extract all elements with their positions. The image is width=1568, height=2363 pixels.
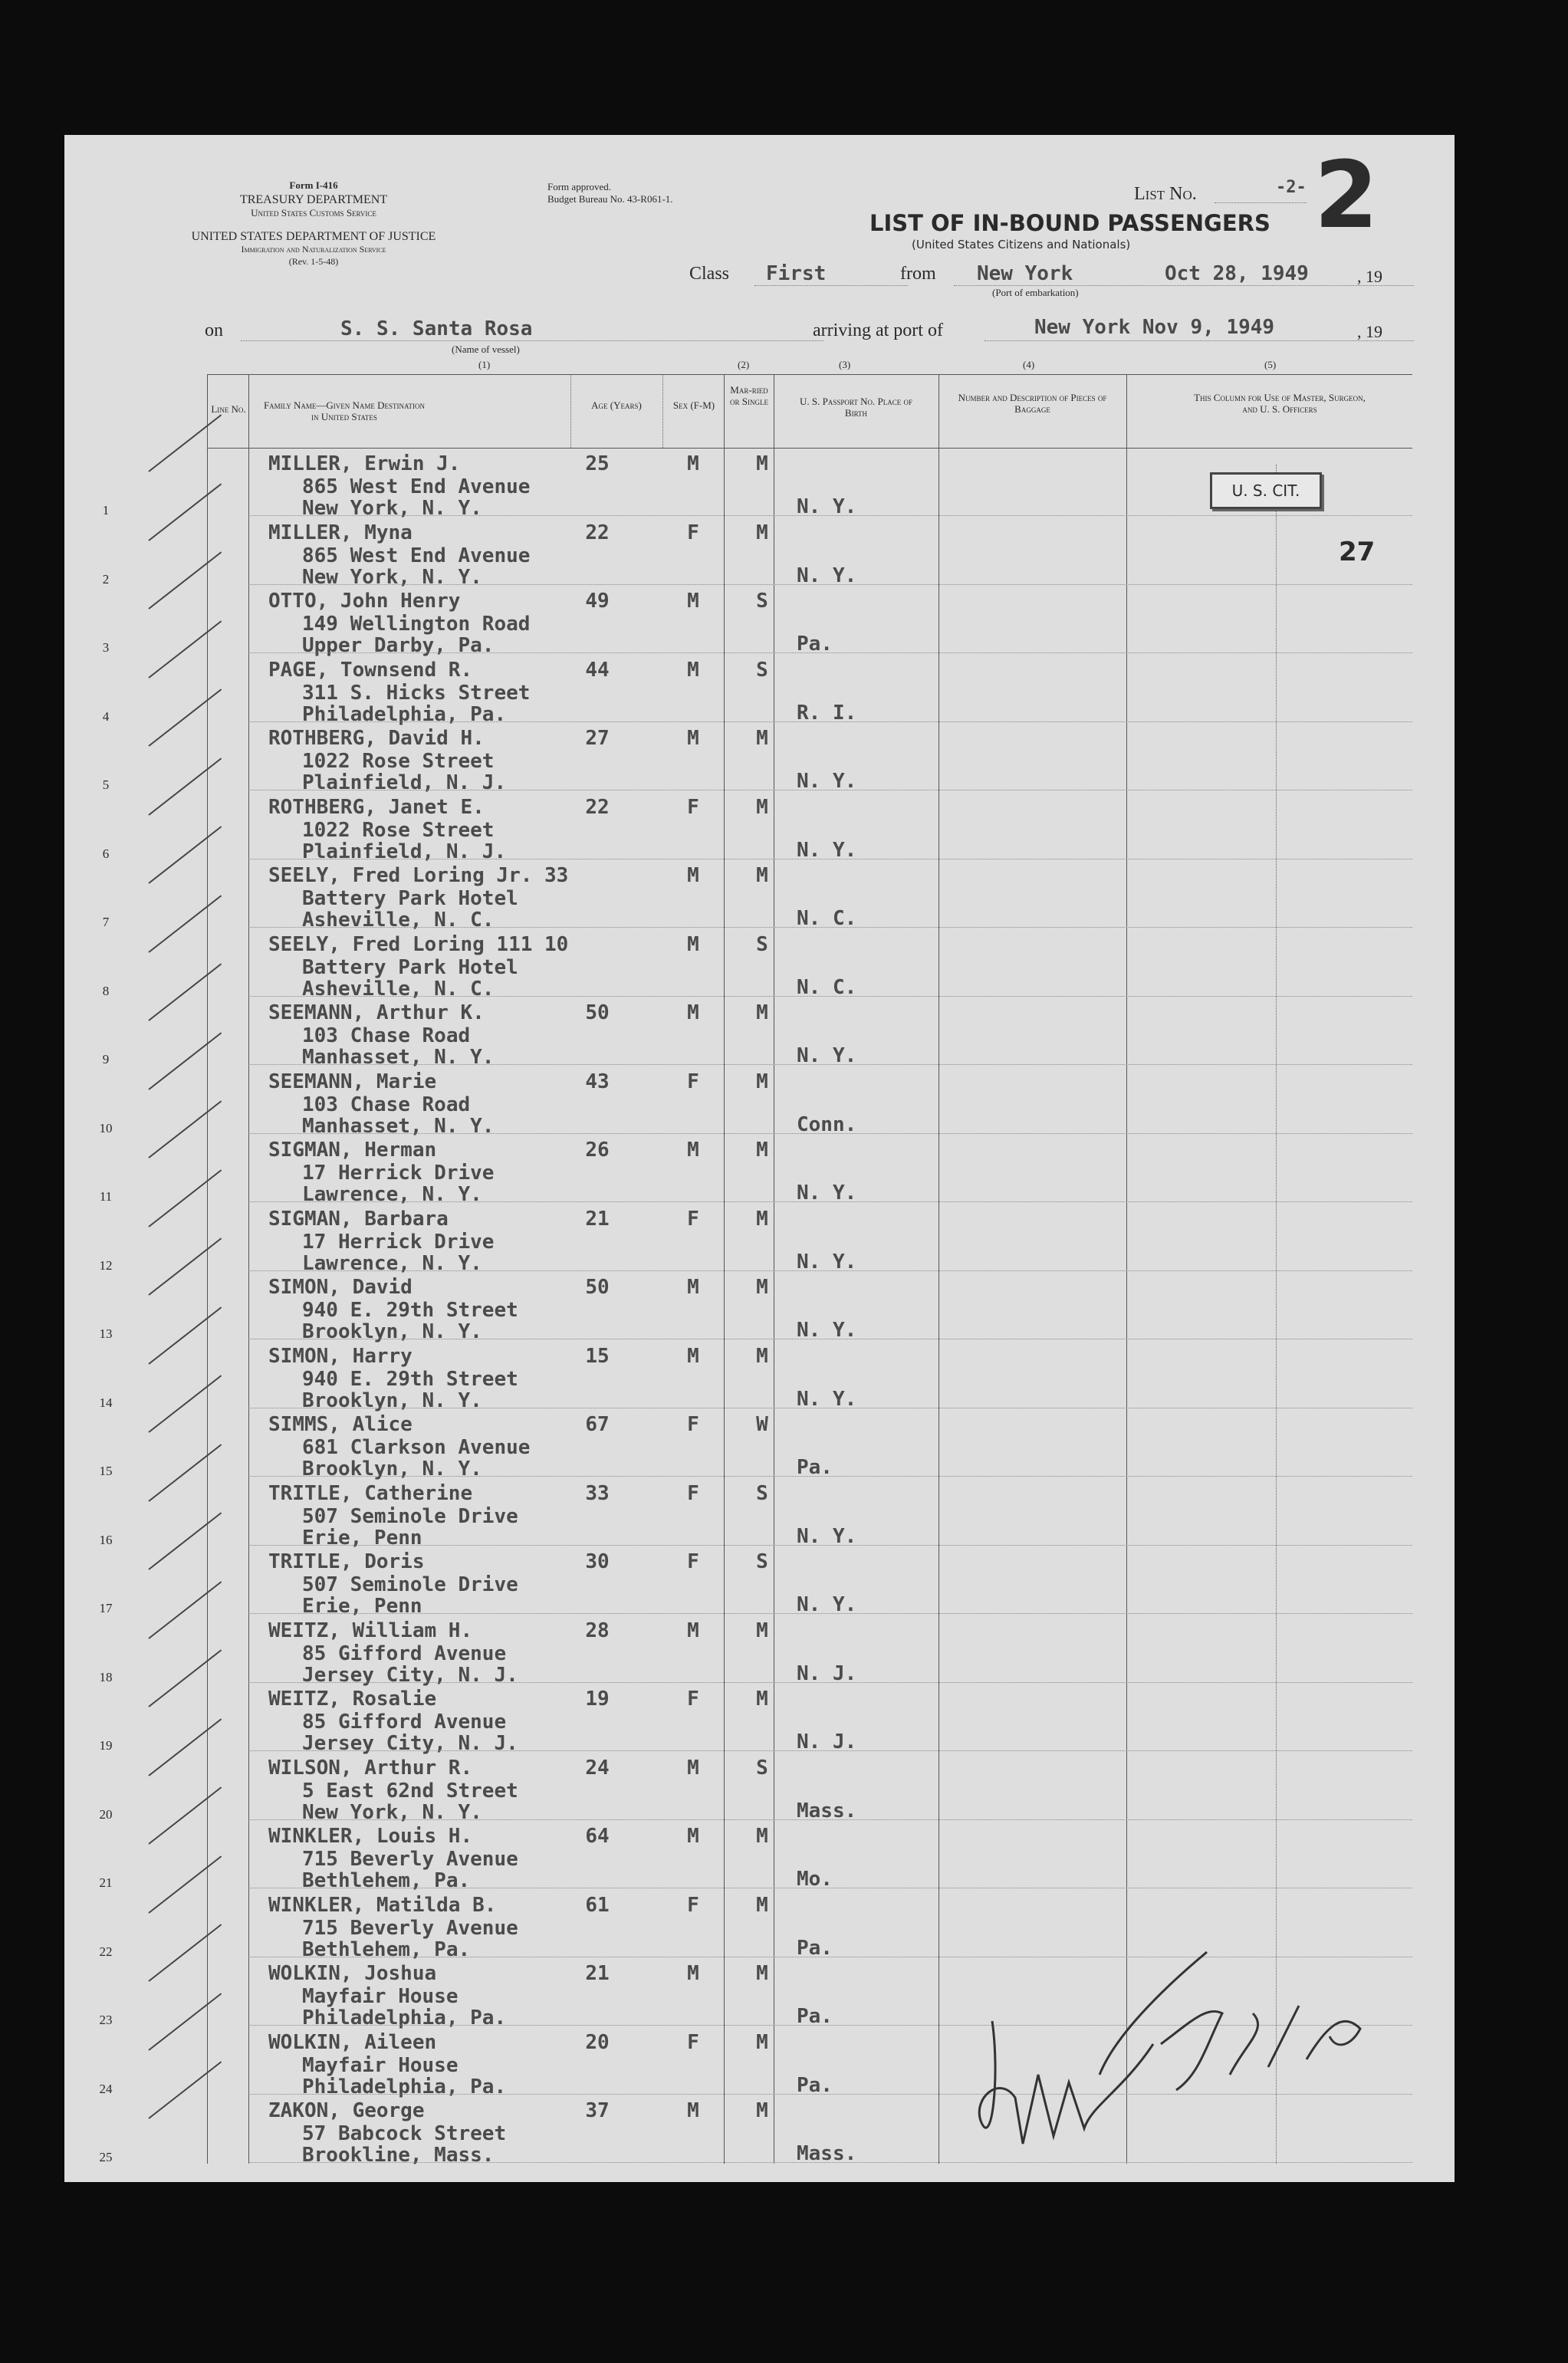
table-row bbox=[64, 859, 1455, 932]
line-number: 11 bbox=[99, 1189, 113, 1204]
check-mark bbox=[148, 414, 222, 472]
passenger-name: SEEMANN, Arthur K. bbox=[268, 1001, 485, 1024]
destination-city: Manhasset, N. Y. bbox=[302, 1114, 495, 1138]
passenger-age: 22 bbox=[585, 521, 610, 544]
table-row bbox=[64, 1820, 1455, 1892]
passenger-name: TRITLE, Doris bbox=[268, 1550, 425, 1573]
destination-address: 715 Beverly Avenue bbox=[302, 1848, 518, 1871]
destination-city: Manhasset, N. Y. bbox=[302, 1046, 495, 1069]
passenger-name: TRITLE, Catherine bbox=[268, 1481, 473, 1505]
justice-dept: UNITED STATES DEPARTMENT OF JUSTICE bbox=[191, 230, 436, 243]
passenger-name: MILLER, Erwin J. bbox=[268, 452, 461, 475]
header-age: Age (Years) bbox=[591, 399, 642, 411]
destination-address: Mayfair House bbox=[302, 2053, 459, 2077]
marital-status: M bbox=[756, 1893, 768, 1917]
passenger-name: SIGMAN, Barbara bbox=[268, 1207, 449, 1231]
form-revision: (Rev. 1-5-48) bbox=[288, 256, 339, 267]
passenger-sex: F bbox=[687, 795, 699, 819]
passenger-age: 26 bbox=[585, 1139, 610, 1162]
line-number: 21 bbox=[99, 1875, 113, 1890]
table-row bbox=[64, 1546, 1455, 1618]
place-of-birth: Mo. bbox=[797, 1868, 833, 1891]
destination-address: 149 Wellington Road bbox=[302, 613, 531, 636]
marital-status: M bbox=[756, 864, 768, 887]
list-number-stamp: 2 bbox=[1314, 143, 1379, 249]
destination-city: New York, N. Y. bbox=[302, 497, 482, 520]
line-number: 13 bbox=[99, 1326, 113, 1341]
destination-city: New York, N. Y. bbox=[302, 1800, 482, 1824]
passenger-sex: M bbox=[687, 658, 699, 682]
tally-annotation: 27 bbox=[1339, 537, 1376, 567]
passenger-sex: F bbox=[687, 1481, 699, 1505]
vessel-caption: (Name of vessel) bbox=[452, 343, 520, 355]
destination-city: Philadelphia, Pa. bbox=[302, 2075, 507, 2098]
line-number: 15 bbox=[99, 1464, 113, 1478]
line-number: 7 bbox=[102, 915, 110, 929]
customs-service: United States Customs Service bbox=[251, 207, 376, 219]
header-officers: This Column for Use of Master, Surgeon, and U. S. Officers bbox=[1194, 392, 1366, 415]
destination-address: 85 Gifford Avenue bbox=[302, 1711, 507, 1734]
passenger-sex: F bbox=[687, 2030, 699, 2054]
passenger-age: 61 bbox=[585, 1893, 610, 1917]
line-number: 19 bbox=[99, 1738, 113, 1753]
place-of-birth: N. Y. bbox=[797, 1524, 857, 1548]
list-number-label: List No. bbox=[1134, 184, 1197, 204]
passenger-sex: M bbox=[687, 1962, 699, 1985]
passenger-sex: M bbox=[687, 1276, 699, 1299]
marital-status: S bbox=[756, 658, 768, 682]
destination-address: 865 West End Avenue bbox=[302, 544, 531, 567]
marital-status: M bbox=[756, 1139, 768, 1162]
passenger-name: SEEMANN, Marie bbox=[268, 1070, 437, 1093]
citizenship-stamp: U. S. CIT. bbox=[1210, 472, 1322, 509]
passenger-sex: M bbox=[687, 1756, 699, 1780]
destination-address: 85 Gifford Avenue bbox=[302, 1642, 507, 1665]
destination-address: 311 S. Hicks Street bbox=[302, 681, 531, 705]
destination-city: Lawrence, N. Y. bbox=[302, 1251, 482, 1275]
document-title: LIST OF IN-BOUND PASSENGERS bbox=[869, 210, 1271, 236]
passenger-age: 33 bbox=[585, 1481, 610, 1505]
signature-text: Jm bbox=[1008, 1952, 1009, 1953]
header-sex: Sex (F-M) bbox=[672, 399, 715, 411]
passenger-sex: M bbox=[687, 1139, 699, 1162]
marital-status: M bbox=[756, 1344, 768, 1368]
destination-address: 103 Chase Road bbox=[302, 1024, 471, 1047]
destination-city: Plainfield, N. J. bbox=[302, 771, 507, 794]
line-number: 18 bbox=[99, 1669, 113, 1684]
marital-status: M bbox=[756, 2099, 768, 2122]
passenger-manifest-page bbox=[64, 135, 1455, 2182]
passenger-table bbox=[64, 448, 1455, 2167]
header-line-no: Line No. bbox=[211, 403, 246, 415]
destination-city: Brooklyn, N. Y. bbox=[302, 1389, 482, 1412]
marital-status: W bbox=[756, 1413, 768, 1436]
passenger-name: PAGE, Townsend R. bbox=[268, 658, 473, 682]
destination-city: Philadelphia, Pa. bbox=[302, 2006, 507, 2029]
col-num-5: (5) bbox=[1264, 359, 1277, 370]
passenger-name: ROTHBERG, Janet E. bbox=[268, 795, 485, 819]
col-num-3: (3) bbox=[839, 359, 851, 370]
destination-city: Philadelphia, Pa. bbox=[302, 702, 507, 726]
table-row bbox=[64, 448, 1455, 520]
destination-city: Bethlehem, Pa. bbox=[302, 1937, 471, 1961]
destination-city: Brooklyn, N. Y. bbox=[302, 1458, 482, 1481]
passenger-name: SIMON, David bbox=[268, 1276, 413, 1299]
passenger-name: SIGMAN, Herman bbox=[268, 1139, 437, 1162]
passenger-name: SIMON, Harry bbox=[268, 1344, 413, 1368]
marital-status: M bbox=[756, 1962, 768, 1985]
place-of-birth: Pa. bbox=[797, 2073, 833, 2097]
line-number: 8 bbox=[102, 983, 110, 998]
table-row bbox=[64, 1340, 1455, 1412]
table-row bbox=[64, 1203, 1455, 1275]
destination-address: Mayfair House bbox=[302, 1985, 459, 2008]
marital-status: M bbox=[756, 1619, 768, 1642]
header-name-destination: Family Name—Given Name Destination in United States bbox=[263, 399, 426, 422]
passenger-age: 44 bbox=[585, 658, 610, 682]
header-married: Mar-ried or Single bbox=[730, 384, 768, 407]
table-row bbox=[64, 1408, 1455, 1481]
passenger-name: WINKLER, Matilda B. bbox=[268, 1893, 497, 1917]
line-number: 1 bbox=[102, 503, 110, 518]
passenger-name: SIMMS, Alice bbox=[268, 1413, 413, 1436]
passenger-name: ROTHBERG, David H. bbox=[268, 727, 485, 750]
place-of-birth: N. J. bbox=[797, 1661, 857, 1685]
form-approved: Form approved. bbox=[547, 181, 612, 192]
line-number: 17 bbox=[99, 1601, 113, 1615]
passenger-sex: F bbox=[687, 1688, 699, 1711]
document-subtitle: (United States Citizens and Nationals) bbox=[912, 238, 1131, 251]
destination-city: Jersey City, N. J. bbox=[302, 1663, 518, 1687]
line-number: 22 bbox=[99, 1944, 113, 1959]
destination-city: Plainfield, N. J. bbox=[302, 840, 507, 863]
budget-bureau: Budget Bureau No. 43-R061-1. bbox=[547, 193, 673, 205]
class-value: First bbox=[766, 262, 827, 285]
destination-address: Battery Park Hotel bbox=[302, 955, 518, 979]
line-number: 20 bbox=[99, 1806, 113, 1822]
marital-status: S bbox=[756, 1481, 768, 1505]
destination-address: 507 Seminole Drive bbox=[302, 1573, 518, 1596]
passenger-age: 49 bbox=[585, 590, 610, 613]
marital-status: M bbox=[756, 1001, 768, 1024]
passenger-sex: M bbox=[687, 590, 699, 613]
destination-address: 681 Clarkson Avenue bbox=[302, 1436, 531, 1459]
passenger-sex: F bbox=[687, 1070, 699, 1093]
destination-address: 507 Seminole Drive bbox=[302, 1504, 518, 1528]
passenger-age: 30 bbox=[585, 1550, 610, 1573]
col-num-1: (1) bbox=[478, 359, 491, 370]
passenger-age: 50 bbox=[585, 1001, 610, 1024]
place-of-birth: Pa. bbox=[797, 1936, 833, 1960]
destination-city: Erie, Penn bbox=[302, 1595, 422, 1618]
destination-address: 5 East 62nd Street bbox=[302, 1779, 518, 1803]
destination-address: 57 Babcock Street bbox=[302, 2122, 507, 2145]
destination-address: 1022 Rose Street bbox=[302, 818, 495, 842]
table-row bbox=[64, 722, 1455, 794]
passenger-sex: F bbox=[687, 1550, 699, 1573]
passenger-sex: F bbox=[687, 1893, 699, 1917]
destination-city: Upper Darby, Pa. bbox=[302, 634, 495, 657]
table-row bbox=[64, 1615, 1455, 1687]
marital-status: M bbox=[756, 1825, 768, 1848]
marital-status: M bbox=[756, 452, 768, 475]
arrival-year-suffix: , 19 bbox=[1357, 322, 1382, 341]
destination-city: Asheville, N. C. bbox=[302, 909, 495, 932]
table-row bbox=[64, 654, 1455, 726]
col-num-4: (4) bbox=[1023, 359, 1035, 370]
passenger-age: 67 bbox=[585, 1413, 610, 1436]
place-of-birth: N. Y. bbox=[797, 1387, 857, 1411]
form-number: Form I-416 bbox=[289, 179, 338, 191]
destination-address: 940 E. 29th Street bbox=[302, 1299, 518, 1322]
line-number: 12 bbox=[99, 1257, 113, 1273]
table-row bbox=[64, 791, 1455, 863]
passenger-name: WINKLER, Louis H. bbox=[268, 1825, 473, 1848]
arriving-label: arriving at port of bbox=[813, 320, 943, 340]
marital-status: M bbox=[756, 1688, 768, 1711]
line-number: 10 bbox=[99, 1120, 113, 1135]
passenger-age: 28 bbox=[585, 1619, 610, 1642]
marital-status: S bbox=[756, 1550, 768, 1573]
destination-address: 715 Beverly Avenue bbox=[302, 1916, 518, 1940]
destination-address: 17 Herrick Drive bbox=[302, 1230, 495, 1254]
arrival-port-date: New York Nov 9, 1949 bbox=[1034, 316, 1275, 339]
passenger-age: 27 bbox=[585, 727, 610, 750]
table-row bbox=[64, 928, 1455, 1001]
passenger-age: 25 bbox=[585, 452, 610, 475]
destination-address: 103 Chase Road bbox=[302, 1093, 471, 1116]
marital-status: M bbox=[756, 727, 768, 750]
line-number: 2 bbox=[102, 571, 110, 587]
passenger-sex: M bbox=[687, 1619, 699, 1642]
place-of-birth: N. Y. bbox=[797, 495, 857, 518]
passenger-age: 21 bbox=[585, 1207, 610, 1231]
embarkation-date: Oct 28, 1949 bbox=[1165, 262, 1309, 285]
table-row bbox=[64, 1134, 1455, 1206]
passenger-age: 19 bbox=[585, 1688, 610, 1711]
table-row bbox=[64, 517, 1455, 589]
destination-city: New York, N. Y. bbox=[302, 565, 482, 589]
place-of-birth: N. Y. bbox=[797, 838, 857, 862]
destination-city: Bethlehem, Pa. bbox=[302, 1869, 471, 1892]
passenger-age: 21 bbox=[585, 1962, 610, 1985]
passenger-age: 64 bbox=[585, 1825, 610, 1848]
line-number: 23 bbox=[99, 2013, 113, 2027]
line-number: 16 bbox=[99, 1532, 113, 1547]
destination-city: Jersey City, N. J. bbox=[302, 1732, 518, 1755]
passenger-sex: M bbox=[687, 932, 699, 956]
passenger-sex: F bbox=[687, 521, 699, 544]
destination-address: 865 West End Avenue bbox=[302, 475, 531, 498]
passenger-sex: F bbox=[687, 1413, 699, 1436]
table-row bbox=[64, 997, 1455, 1069]
passenger-name: WOLKIN, Joshua bbox=[268, 1962, 437, 1985]
passenger-age: 15 bbox=[585, 1344, 610, 1368]
destination-address: 17 Herrick Drive bbox=[302, 1162, 495, 1185]
place-of-birth: N. Y. bbox=[797, 564, 857, 587]
destination-city: Brooklyn, N. Y. bbox=[302, 1320, 482, 1343]
marital-status: M bbox=[756, 1207, 768, 1231]
place-of-birth: Mass. bbox=[797, 2142, 857, 2165]
col-num-2: (2) bbox=[738, 359, 750, 370]
destination-city: Asheville, N. C. bbox=[302, 977, 495, 1001]
place-of-birth: Pa. bbox=[797, 1456, 833, 1479]
passenger-age: 37 bbox=[585, 2099, 610, 2122]
place-of-birth: N. Y. bbox=[797, 1182, 857, 1205]
line-number: 25 bbox=[99, 2150, 113, 2164]
table-row bbox=[64, 1752, 1455, 1824]
marital-status: S bbox=[756, 932, 768, 956]
passenger-name: ZAKON, George bbox=[268, 2099, 425, 2122]
marital-status: M bbox=[756, 1276, 768, 1299]
place-of-birth: Pa. bbox=[797, 2005, 833, 2028]
place-of-birth: N. J. bbox=[797, 1730, 857, 1753]
passenger-sex: M bbox=[687, 727, 699, 750]
passenger-name: WILSON, Arthur R. bbox=[268, 1756, 473, 1780]
marital-status: M bbox=[756, 795, 768, 819]
table-row bbox=[64, 1271, 1455, 1343]
inspector-signature bbox=[977, 1921, 1406, 2174]
passenger-sex: M bbox=[687, 864, 699, 887]
treasury-dept: TREASURY DEPARTMENT bbox=[239, 193, 388, 206]
table-row bbox=[64, 1066, 1455, 1138]
passenger-sex: M bbox=[687, 1001, 699, 1024]
header-passport: U. S. Passport No. Place of Birth bbox=[800, 396, 912, 419]
passenger-age: 24 bbox=[585, 1756, 610, 1780]
immigration-service: Immigration and Naturalization Service bbox=[241, 244, 386, 255]
marital-status: S bbox=[756, 590, 768, 613]
passenger-sex: M bbox=[687, 452, 699, 475]
place-of-birth: N. Y. bbox=[797, 1044, 857, 1067]
passenger-age: 50 bbox=[585, 1276, 610, 1299]
header-baggage: Number and Description of Pieces of Baggage bbox=[958, 392, 1107, 415]
passenger-name: MILLER, Myna bbox=[268, 521, 413, 544]
table-row bbox=[64, 1683, 1455, 1755]
vessel-name: S. S. Santa Rosa bbox=[340, 317, 533, 340]
destination-city: Brookline, Mass. bbox=[302, 2144, 495, 2167]
list-number-typed: -2- bbox=[1276, 178, 1307, 197]
place-of-birth: N. C. bbox=[797, 975, 857, 999]
passenger-name: WOLKIN, Aileen bbox=[268, 2030, 437, 2054]
place-of-birth: N. C. bbox=[797, 907, 857, 930]
table-row bbox=[64, 1477, 1455, 1550]
port-embark-caption: (Port of embarkation) bbox=[992, 287, 1079, 298]
place-of-birth: N. Y. bbox=[797, 770, 857, 793]
place-of-birth: N. Y. bbox=[797, 1319, 857, 1342]
marital-status: M bbox=[756, 2030, 768, 2054]
passenger-sex: M bbox=[687, 2099, 699, 2122]
destination-address: 1022 Rose Street bbox=[302, 750, 495, 773]
line-number: 24 bbox=[99, 2081, 113, 2096]
destination-address: Battery Park Hotel bbox=[302, 887, 518, 910]
passenger-age: 43 bbox=[585, 1070, 610, 1093]
line-number: 5 bbox=[102, 777, 110, 792]
on-label: on bbox=[205, 320, 223, 340]
year-suffix: , 19 bbox=[1357, 267, 1382, 286]
place-of-birth: N. Y. bbox=[797, 1593, 857, 1616]
line-number: 3 bbox=[102, 640, 110, 655]
passenger-name: SEELY, Fred Loring Jr. 33 bbox=[268, 864, 569, 887]
place-of-birth: Conn. bbox=[797, 1112, 857, 1136]
place-of-birth: Pa. bbox=[797, 633, 833, 656]
passenger-sex: M bbox=[687, 1825, 699, 1848]
place-of-birth: Mass. bbox=[797, 1799, 857, 1822]
passenger-sex: M bbox=[687, 1344, 699, 1368]
passenger-name: WEITZ, William H. bbox=[268, 1619, 473, 1642]
line-number: 14 bbox=[99, 1395, 113, 1410]
passenger-age: 22 bbox=[585, 795, 610, 819]
class-label: Class bbox=[689, 264, 730, 284]
destination-city: Erie, Penn bbox=[302, 1526, 422, 1550]
passenger-age: 20 bbox=[585, 2030, 610, 2054]
passenger-name: OTTO, John Henry bbox=[268, 590, 461, 613]
place-of-birth: N. Y. bbox=[797, 1250, 857, 1274]
marital-status: S bbox=[756, 1756, 768, 1780]
marital-status: M bbox=[756, 1070, 768, 1093]
from-label: from bbox=[900, 264, 936, 284]
passenger-name: SEELY, Fred Loring 111 10 bbox=[268, 932, 569, 956]
table-row bbox=[64, 585, 1455, 657]
line-number: 4 bbox=[102, 708, 110, 724]
passenger-sex: F bbox=[687, 1207, 699, 1231]
destination-address: 940 E. 29th Street bbox=[302, 1367, 518, 1391]
from-port: New York bbox=[977, 262, 1073, 285]
marital-status: M bbox=[756, 521, 768, 544]
passenger-name: WEITZ, Rosalie bbox=[268, 1688, 437, 1711]
destination-city: Lawrence, N. Y. bbox=[302, 1183, 482, 1206]
line-number: 6 bbox=[102, 846, 110, 861]
place-of-birth: R. I. bbox=[797, 701, 857, 725]
line-number: 9 bbox=[102, 1052, 110, 1066]
